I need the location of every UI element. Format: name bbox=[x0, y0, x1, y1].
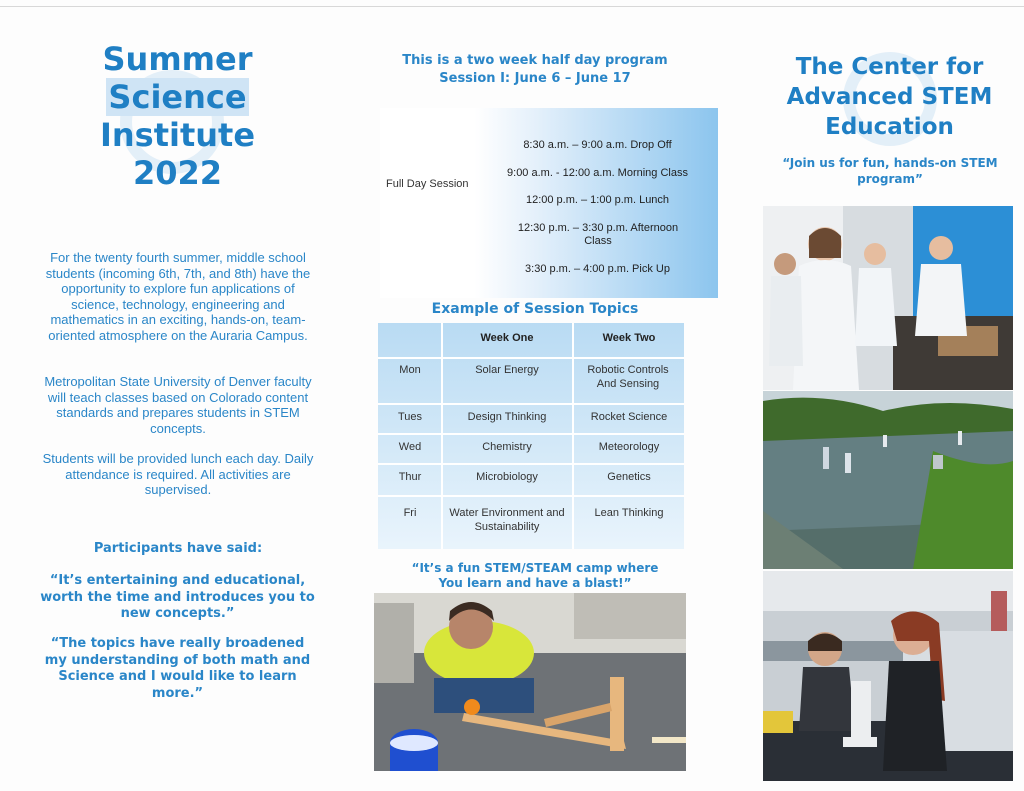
center-title bbox=[755, 52, 1024, 142]
lunch-paragraph: Students will be provided lunch each day. Daily attendance is required. All activities are supervised. bbox=[42, 451, 314, 497]
table-divider bbox=[378, 357, 684, 359]
title-line-summer: Summer bbox=[102, 40, 253, 78]
table-column-divider bbox=[572, 323, 574, 549]
program-header bbox=[360, 52, 710, 88]
intro-paragraph: For the twenty fourth summer, middle school students (incoming 6th, 7th, and 8th) have the opportunity to explore fun applications of science, technology, engineering and mathematics in an exciting, hands-on, team-oriented atmosphere on the Auraria Campus. bbox=[45, 250, 311, 343]
table-day: Fri bbox=[403, 507, 417, 519]
table-divider bbox=[378, 433, 684, 435]
table-cell: Water Environment and Sustainability bbox=[449, 507, 565, 533]
camp-quote bbox=[360, 561, 710, 591]
table-cell: Rocket Science bbox=[590, 411, 668, 423]
table-cell: Design Thinking bbox=[467, 411, 547, 423]
table-cell: Robotic Controls And Sensing bbox=[587, 364, 669, 390]
table-header-week-two: Week Two bbox=[602, 332, 656, 344]
faculty-paragraph: Metropolitan State University of Denver faculty will teach classes based on Colorado content standards and prepares students in STEM concepts. bbox=[44, 374, 312, 436]
left-panel bbox=[0, 0, 355, 791]
topics-title: Example of Session Topics bbox=[431, 301, 639, 317]
camp-quote-line-2: You learn and have a blast!” bbox=[438, 576, 632, 590]
center-title-line: The Center for bbox=[795, 54, 984, 80]
table-divider bbox=[378, 495, 684, 497]
table-cell: Microbiology bbox=[476, 471, 538, 483]
table-header-week-one: Week One bbox=[480, 332, 534, 344]
table-cell: Chemistry bbox=[482, 441, 532, 453]
topics-table bbox=[378, 323, 684, 549]
table-divider bbox=[378, 463, 684, 465]
table-day: Wed bbox=[398, 441, 422, 453]
camp-quote-line-1: “It’s a fun STEM/STEAM camp where bbox=[411, 561, 659, 575]
schedule-item: 3:30 p.m. – 4:00 p.m. Pick Up bbox=[525, 263, 670, 275]
participant-quote-2: “The topics have really broadened my understanding of both math and Science and I would like to learn more.” bbox=[44, 636, 311, 701]
session-dates: Session I: June 6 – June 17 bbox=[439, 71, 631, 86]
schedule-item: 8:30 a.m. – 9:00 a.m. Drop Off bbox=[523, 139, 672, 151]
schedule-item: 12:00 p.m. – 1:00 p.m. Lunch bbox=[525, 194, 670, 206]
brochure-title bbox=[0, 40, 355, 192]
table-cell: Solar Energy bbox=[475, 364, 539, 376]
student-building-photo bbox=[374, 593, 686, 771]
quotes-heading: Participants have said: bbox=[93, 541, 263, 556]
title-line-institute: Institute bbox=[99, 116, 256, 154]
table-day: Mon bbox=[399, 364, 421, 376]
center-title-line: Education bbox=[825, 114, 954, 140]
creek-field-study-photo bbox=[763, 391, 1013, 569]
schedule-item: 9:00 a.m. - 12:00 a.m. Morning Class bbox=[507, 167, 688, 179]
middle-panel bbox=[360, 0, 710, 791]
title-line-year: 2022 bbox=[132, 154, 223, 192]
program-length: This is a two week half day program bbox=[402, 53, 668, 68]
table-cell: Meteorology bbox=[598, 441, 660, 453]
participant-quote-1: “It’s entertaining and educational, worth the time and introduces you to new concepts.” bbox=[40, 573, 315, 621]
lab-coat-students-photo bbox=[763, 206, 1013, 390]
table-cell: Genetics bbox=[607, 471, 651, 483]
table-divider bbox=[378, 403, 684, 405]
table-cell: Lean Thinking bbox=[594, 507, 664, 519]
center-subtitle: “Join us for fun, hands-on STEM program” bbox=[782, 156, 998, 186]
table-column-divider bbox=[441, 323, 443, 549]
right-panel bbox=[755, 0, 1024, 791]
schedule-item: 12:30 p.m. – 3:30 p.m. Afternoon Class bbox=[517, 222, 679, 247]
microscope-lab-photo bbox=[763, 571, 1013, 781]
daily-schedule bbox=[380, 108, 718, 298]
title-line-science: Science bbox=[108, 78, 247, 116]
schedule-label: Full Day Session bbox=[386, 178, 469, 190]
table-day: Thur bbox=[398, 471, 422, 483]
table-day: Tues bbox=[397, 411, 423, 423]
center-title-line: Advanced STEM bbox=[786, 84, 993, 110]
